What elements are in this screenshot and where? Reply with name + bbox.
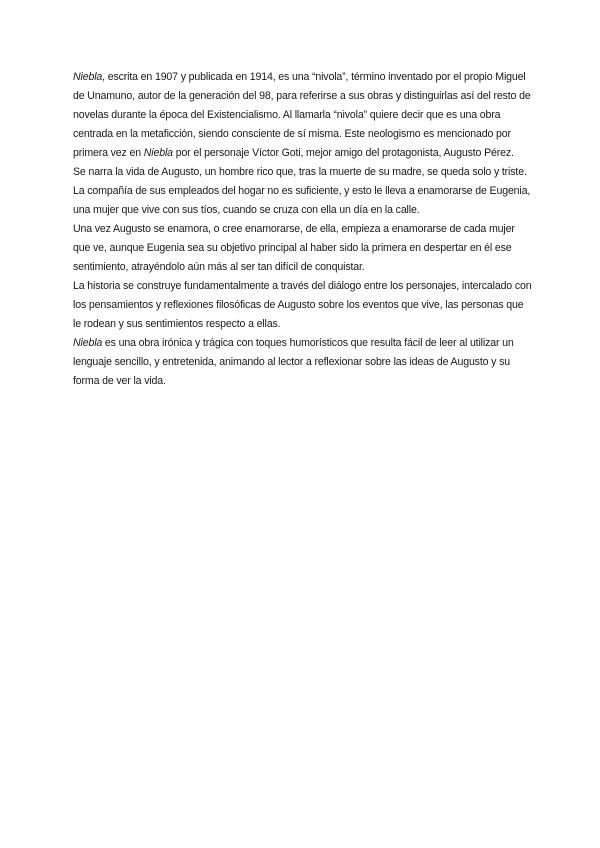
paragraph-text: Se narra la vida de Augusto, un hombre rico que, tras la muerte de su madre, se queda solo y triste. La compañía de sus empleados del hogar no es suficiente, y esto le lleva a enamorarse de Eugenia, una mujer que vive con sus tíos, cuando se cruza con ella un día en la calle. [73,166,531,216]
paragraph-text: es una obra irónica y trágica con toques humorísticos que resulta fácil de leer al utilizar un lenguaje sencillo, y entretenida, animando al lector a reflexionar sobre las ideas de Augusto y su forma de ver la vida. [73,337,514,387]
paragraph-text: La historia se construye fundamentalmente a través del diálogo entre los personajes, intercalado con los pensamientos y reflexiones filosóficas de Augusto sobre los eventos que vive, las personas que le rodean y sus sentimientos respecto a ellas. [73,280,532,330]
paragraph-2 [73,163,533,220]
paragraph-1 [73,68,533,163]
paragraph-text: Una vez Augusto se enamora, o cree enamorarse, de ella, empieza a enamorarse de cada mujer que ve, aunque Eugenia sea su objetivo principal al haber sido la primera en despertar en él ese sentimiento, atrayéndolo aún más al ser tan difícil de conquistar. [73,223,515,273]
paragraph-5 [73,334,533,391]
book-title: Niebla [73,71,103,83]
book-title: Niebla [143,147,173,159]
document-body [73,68,533,391]
paragraph-text: por el personaje Víctor Goti, mejor amigo del protagonista, Augusto Pérez. [172,147,514,159]
paragraph-3 [73,220,533,277]
book-title: Niebla [73,337,103,349]
paragraph-text: , escrita en 1907 y publicada en 1914, es una “nivola”, término inventado por el propio Miguel de Unamuno, autor de la generación del 98, para referirse a sus obras y distinguirlas así del resto de novelas durante la época del Existencialismo. Al llamarla “nivola” quiere decir que es una obra centrada en la metaficción, siendo consciente de sí misma. Este neologismo es mencionado por primera vez en [73,71,531,159]
paragraph-4 [73,277,533,334]
